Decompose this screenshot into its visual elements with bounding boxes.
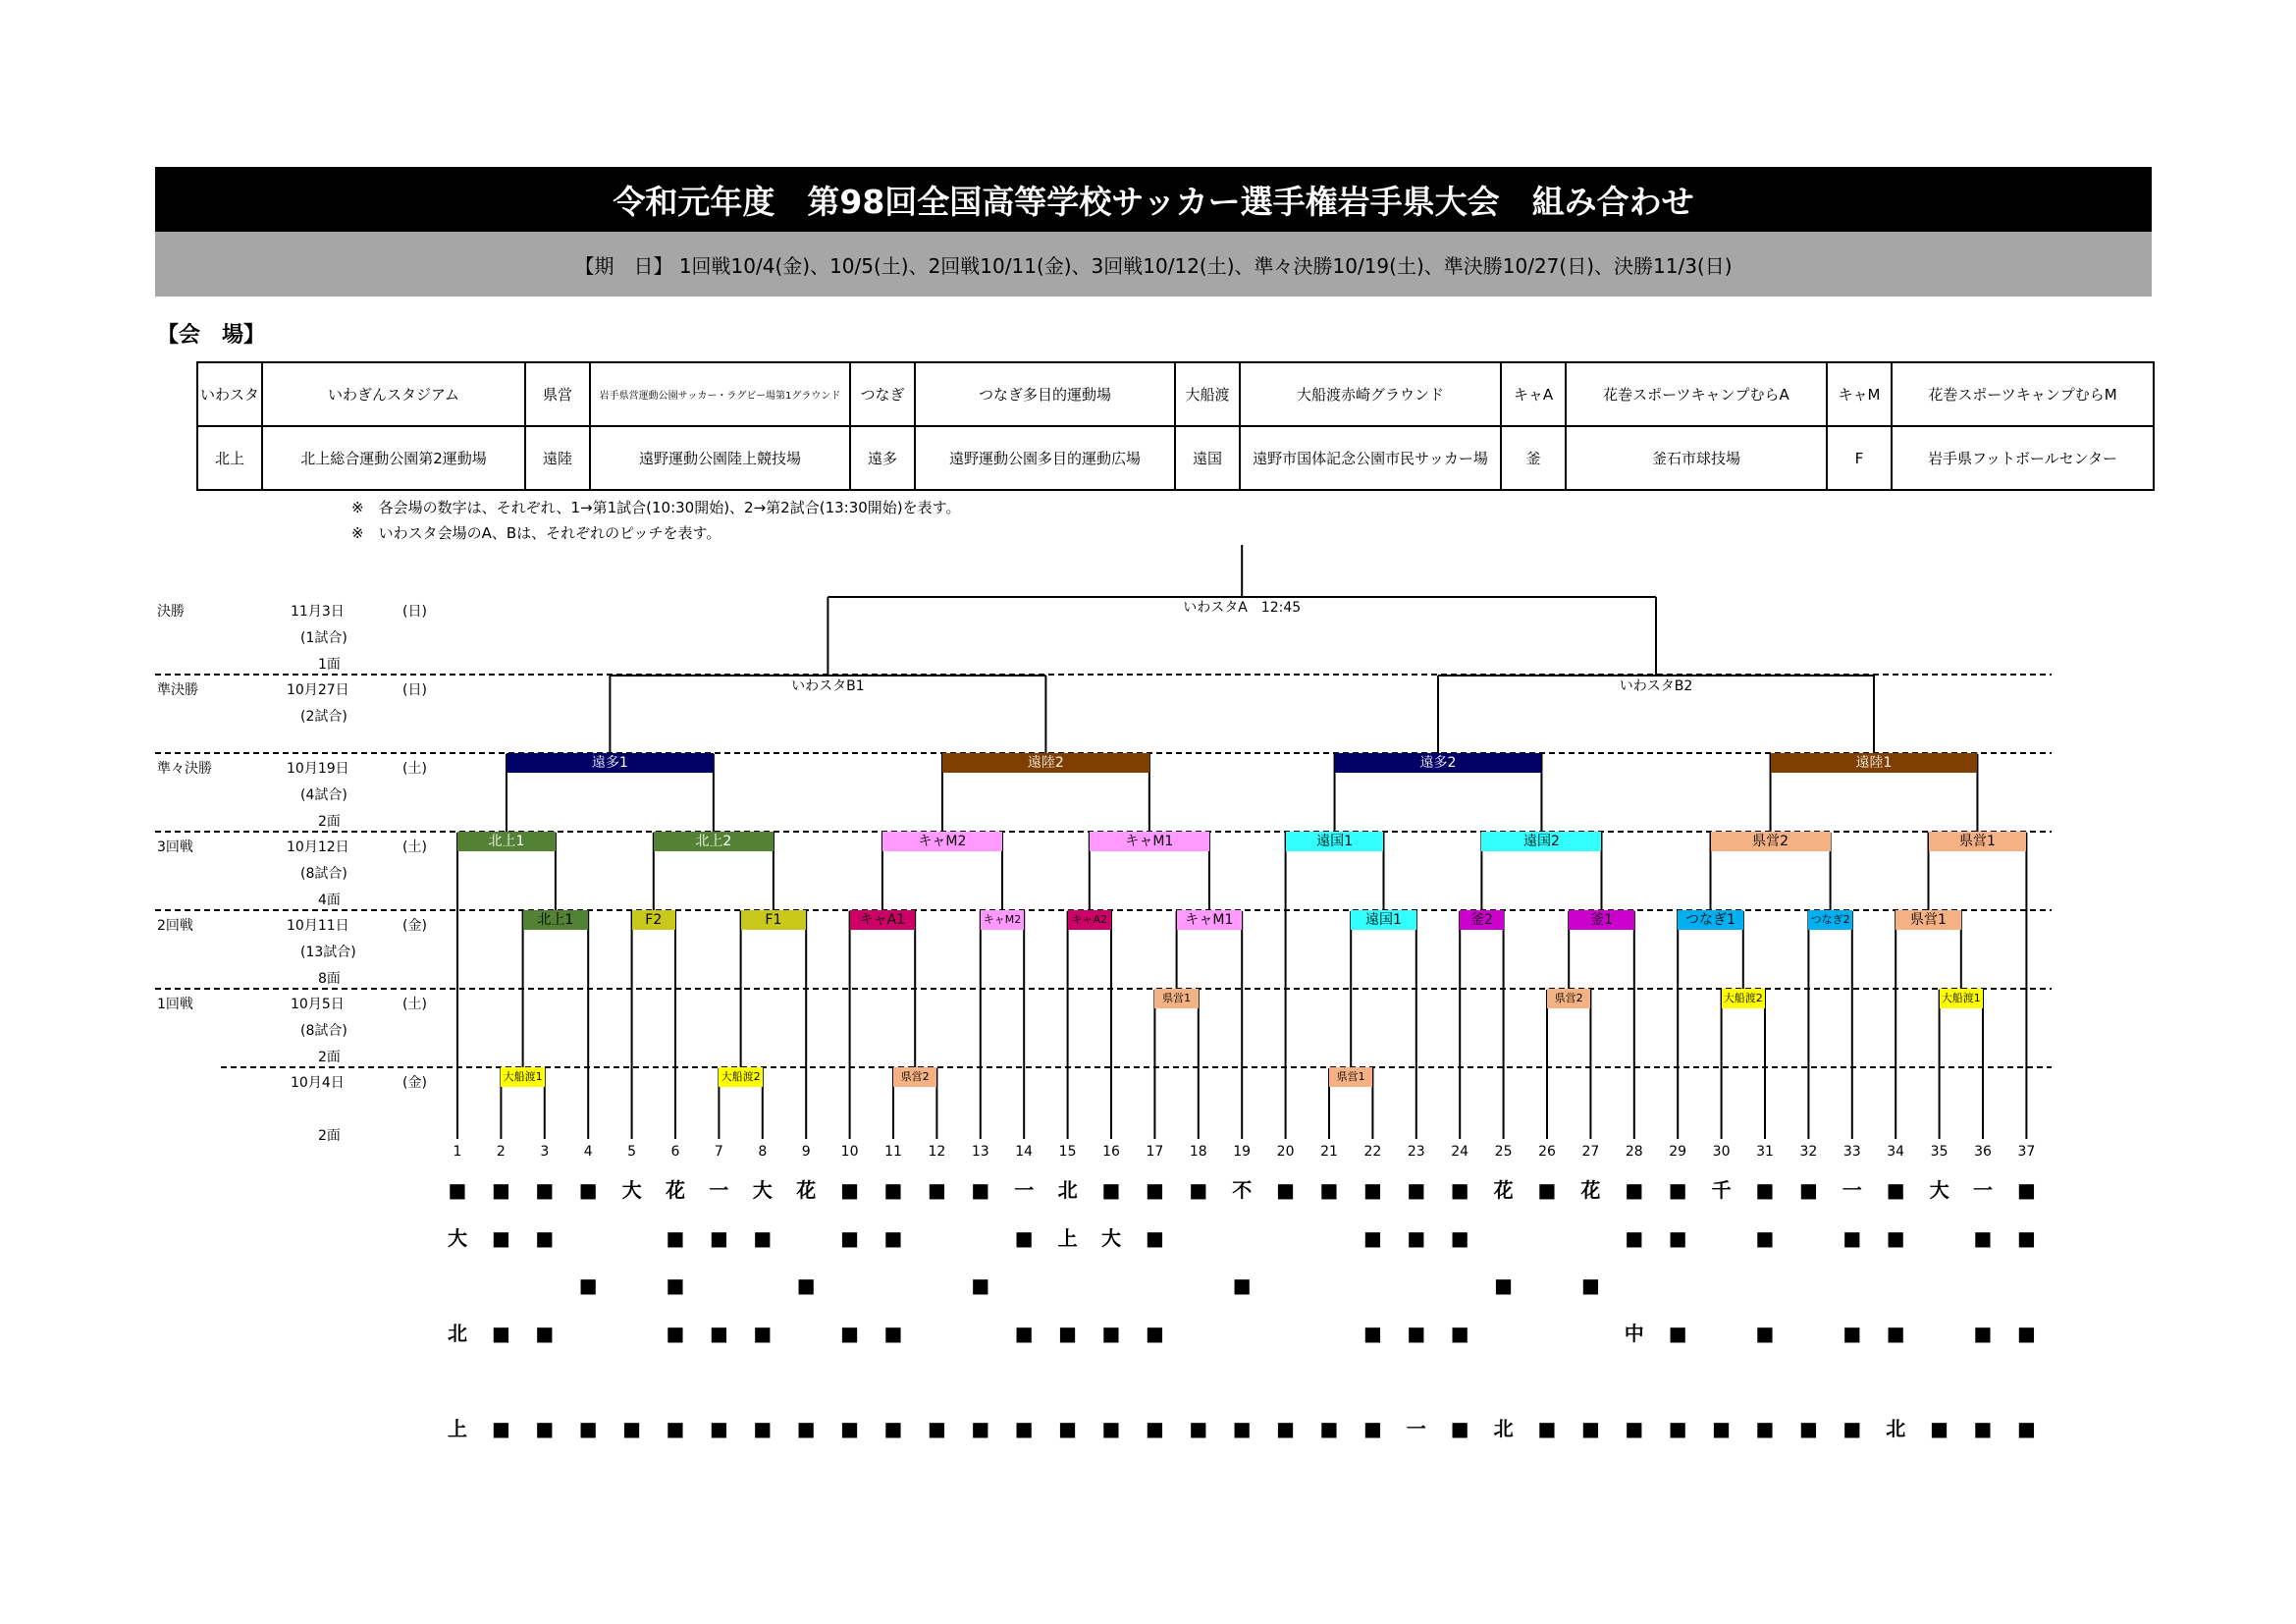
- round-games: (1試合): [300, 630, 347, 646]
- round-date: 10月11日: [287, 918, 349, 934]
- match-venue: つなぎ2: [1808, 910, 1851, 930]
- team-name: ■ ■ ■ ■: [491, 1178, 510, 1440]
- team-number: 36: [1974, 1144, 1992, 1160]
- match-venue: 県営2: [1547, 989, 1590, 1008]
- team-name: ■ ■: [927, 1178, 946, 1440]
- team-number: 35: [1930, 1144, 1949, 1160]
- venue-abbr: 北上: [197, 426, 262, 490]
- team-number: 15: [1058, 1144, 1077, 1160]
- round-date: 11月3日: [291, 604, 345, 620]
- venue-note: ※ 各会場の数字は、それぞれ、1→第1試合(10:30開始)、2→第2試合(13:30開始)を表す。: [351, 499, 961, 516]
- team-name: ■ ■: [1798, 1178, 1818, 1440]
- match-venue: 遠多2: [1335, 753, 1542, 773]
- page-title: 令和元年度 第98回全国高等学校サッカー選手権岩手県大会 組み合わせ: [155, 167, 2152, 232]
- team-name: ■ ■: [1189, 1178, 1208, 1440]
- team-number: 29: [1669, 1144, 1687, 1160]
- venue-name: つなぎ多目的運動場: [915, 362, 1175, 426]
- team-name: ■ ■: [1537, 1178, 1557, 1440]
- venue-name: 遠野市国体記念公園市民サッカー場: [1240, 426, 1501, 490]
- team-name: ■ ■: [1276, 1178, 1296, 1440]
- team-number: 12: [928, 1144, 946, 1160]
- team-number: 27: [1581, 1144, 1600, 1160]
- venue-abbr: キャA: [1501, 362, 1566, 426]
- round-date: 10月19日: [287, 761, 349, 777]
- team-name: ■ ■ ■: [578, 1178, 598, 1440]
- team-name: 大 ■: [1929, 1178, 1949, 1440]
- team-number: 9: [801, 1144, 811, 1160]
- round-dow: (土): [402, 997, 427, 1012]
- match-venue: 県営1: [1154, 989, 1198, 1008]
- venue-abbr: つなぎ: [850, 362, 915, 426]
- team-number: 18: [1189, 1144, 1207, 1160]
- round-name: 準々決勝: [157, 761, 212, 777]
- team-name: ■ ■ ■ 北: [1886, 1178, 1906, 1440]
- team-name: ■ ■ ■: [971, 1178, 990, 1440]
- match-venue: 釜1: [1569, 910, 1634, 930]
- round-fields: 8面: [318, 971, 341, 987]
- match-venue: 県営1: [1896, 910, 1961, 930]
- round-fields: 2面: [318, 1050, 341, 1065]
- team-name: ■ ■ ■ ■: [883, 1178, 903, 1440]
- team-number: 20: [1276, 1144, 1295, 1160]
- team-name: 一 ■ ■ ■: [1973, 1178, 1993, 1440]
- match-venue: 県営2: [893, 1067, 936, 1087]
- round-date: 10月12日: [287, 839, 349, 855]
- venue-name: いわぎんスタジアム: [262, 362, 525, 426]
- match-venue: 大船渡1: [1940, 989, 1983, 1008]
- match-venue: 北上2: [654, 832, 774, 851]
- team-number: 10: [840, 1144, 859, 1160]
- venue-abbr: 釜: [1501, 426, 1566, 490]
- round-dow: (金): [402, 1075, 427, 1091]
- team-number: 19: [1233, 1144, 1252, 1160]
- venue-abbr: 遠陸: [525, 426, 590, 490]
- team-name: 一 ■ ■ ■: [1014, 1178, 1035, 1440]
- venue-heading: 【会 場】: [157, 323, 266, 348]
- match-venue: 遠多1: [507, 753, 714, 773]
- match-venue: いわスタB2: [1619, 678, 1693, 694]
- team-name: 一 ■ ■ ■: [709, 1178, 729, 1440]
- team-number: 6: [670, 1144, 680, 1160]
- round-games: (4試合): [300, 787, 347, 803]
- match-venue: 遠陸1: [1771, 753, 1978, 773]
- match-venue: キャM1: [1177, 910, 1243, 930]
- team-name: ■ ■ ■ ■: [1755, 1178, 1775, 1440]
- match-venue: キャM2: [882, 832, 1002, 851]
- team-name: ■ ■ ■ ■: [2016, 1178, 2036, 1440]
- round-date: 10月27日: [287, 682, 349, 698]
- round-games: (8試合): [300, 1023, 347, 1039]
- round-dow: (日): [402, 682, 427, 698]
- match-venue: つなぎ1: [1678, 910, 1743, 930]
- team-number: 24: [1451, 1144, 1469, 1160]
- match-venue: 大船渡2: [1722, 989, 1765, 1008]
- match-venue: 遠陸2: [942, 753, 1149, 773]
- match-venue: キャM2: [981, 910, 1024, 930]
- venue-note: ※ いわスタ会場のA、Bは、それぞれのピッチを表す。: [351, 524, 721, 542]
- team-number: 33: [1842, 1144, 1861, 1160]
- venue-abbr: キャM: [1827, 362, 1892, 426]
- round-fields: 2面: [318, 814, 341, 830]
- team-number: 31: [1756, 1144, 1774, 1160]
- round-name: 2回戦: [157, 918, 193, 934]
- team-name: ■ ■ ■ ■: [1450, 1178, 1469, 1440]
- round-dow: (土): [402, 839, 427, 855]
- schedule-dates: 【期 日】 1回戦10/4(金)、10/5(土)、2回戦10/11(金)、3回戦10/12(土)、準々決勝10/19(土)、準決勝10/27(日)、決勝11/3(日): [155, 232, 2152, 297]
- venue-name: 釜石市球技場: [1566, 426, 1827, 490]
- team-number: 30: [1712, 1144, 1731, 1160]
- team-name: 大 ■ ■ ■: [752, 1178, 773, 1440]
- round-dow: (土): [402, 761, 427, 777]
- match-venue: キャM1: [1090, 832, 1209, 851]
- venue-name: 岩手県営運動公園サッカー・ラグビー場第1グラウンド: [590, 362, 850, 426]
- team-name: ■ ■ ■ ■: [535, 1178, 555, 1440]
- team-number: 37: [2017, 1144, 2036, 1160]
- team-name: 北 上 ■ ■: [1057, 1178, 1078, 1440]
- round-dow: (金): [402, 918, 427, 934]
- match-venue: 県営2: [1711, 832, 1831, 851]
- team-name: ■ 大 北 上: [448, 1178, 467, 1440]
- round-dow: (日): [402, 604, 427, 620]
- team-number: 25: [1494, 1144, 1513, 1160]
- match-venue: いわスタA 12:45: [1183, 600, 1302, 616]
- round-name: 3回戦: [157, 839, 193, 855]
- team-name: 一 ■ ■ ■: [1842, 1178, 1862, 1440]
- venue-name: 北上総合運動公園第2運動場: [262, 426, 525, 490]
- round-name: 1回戦: [157, 997, 193, 1012]
- team-number: 17: [1146, 1144, 1164, 1160]
- match-venue: 釜2: [1460, 910, 1503, 930]
- round-games: (8試合): [300, 866, 347, 882]
- team-name: 花 ■ ■: [1580, 1178, 1601, 1440]
- match-venue: F1: [741, 910, 807, 930]
- team-number: 5: [627, 1144, 637, 1160]
- team-number: 34: [1887, 1144, 1905, 1160]
- team-number: 4: [583, 1144, 593, 1160]
- round-fields: 2面: [318, 1128, 341, 1144]
- team-name: ■ ■ ■ ■: [1668, 1178, 1687, 1440]
- round-games: (13試合): [300, 945, 356, 960]
- venue-abbr: F: [1827, 426, 1892, 490]
- match-venue: 大船渡1: [501, 1067, 544, 1087]
- match-venue: キャA2: [1068, 910, 1111, 930]
- team-number: 2: [496, 1144, 506, 1160]
- venue-abbr: 県営: [525, 362, 590, 426]
- team-number: 32: [1799, 1144, 1818, 1160]
- match-venue: F2: [632, 910, 675, 930]
- team-name: 不 ■ ■: [1232, 1178, 1253, 1440]
- venue-abbr: いわスタ: [197, 362, 262, 426]
- venue-name: 花巻スポーツキャンプむらM: [1892, 362, 2154, 426]
- team-name: ■ ■ ■ ■: [1145, 1178, 1164, 1440]
- team-number: 22: [1363, 1144, 1382, 1160]
- team-name: 花 ■ ■: [796, 1178, 817, 1440]
- match-venue: 遠国1: [1351, 910, 1416, 930]
- venue-name: 遠野運動公園陸上競技場: [590, 426, 850, 490]
- team-name: ■ ■ ■ ■: [840, 1178, 860, 1440]
- venue-abbr: 遠国: [1175, 426, 1240, 490]
- round-name: 準決勝: [157, 682, 198, 698]
- team-number: 8: [758, 1144, 768, 1160]
- round-name: 決勝: [157, 604, 185, 620]
- team-name: ■ ■ ■ 一: [1406, 1178, 1426, 1440]
- match-venue: 遠国1: [1286, 832, 1384, 851]
- round-games: (2試合): [300, 709, 347, 725]
- team-name: 花 ■ ■ ■ ■: [666, 1178, 685, 1440]
- team-number: 1: [453, 1144, 462, 1160]
- team-name: 千 ■: [1711, 1178, 1732, 1440]
- team-name: ■ 大 ■ ■: [1101, 1178, 1121, 1440]
- round-fields: 4面: [318, 893, 341, 908]
- team-name: 花 ■ 北: [1493, 1178, 1514, 1440]
- venue-name: 花巻スポーツキャンプむらA: [1566, 362, 1827, 426]
- team-number: 26: [1538, 1144, 1556, 1160]
- team-name: ■ ■ 中 ■: [1624, 1178, 1644, 1440]
- round-date: 10月5日: [291, 997, 345, 1012]
- team-number: 16: [1102, 1144, 1120, 1160]
- venue-name: 遠野運動公園多目的運動広場: [915, 426, 1175, 490]
- venue-name: 大船渡赤崎グラウンド: [1240, 362, 1501, 426]
- team-name: ■ ■ ■ ■: [1362, 1178, 1382, 1440]
- match-venue: キャA1: [850, 910, 916, 930]
- team-number: 21: [1320, 1144, 1338, 1160]
- match-venue: 県営1: [1329, 1067, 1372, 1087]
- team-number: 23: [1407, 1144, 1425, 1160]
- match-venue: 遠国2: [1481, 832, 1601, 851]
- team-name: ■ ■: [1319, 1178, 1339, 1440]
- team-name: 大 ■: [621, 1178, 642, 1440]
- team-number: 13: [971, 1144, 989, 1160]
- match-venue: 大船渡2: [719, 1067, 762, 1087]
- team-number: 3: [540, 1144, 550, 1160]
- match-venue: 北上1: [457, 832, 556, 851]
- team-number: 11: [884, 1144, 902, 1160]
- team-number: 7: [714, 1144, 723, 1160]
- venue-abbr: 遠多: [850, 426, 915, 490]
- venue-abbr: 大船渡: [1175, 362, 1240, 426]
- team-number: 14: [1015, 1144, 1034, 1160]
- team-number: 28: [1625, 1144, 1643, 1160]
- round-date: 10月4日: [291, 1075, 345, 1091]
- venue-name: 岩手県フットボールセンター: [1892, 426, 2154, 490]
- match-venue: 県営1: [1929, 832, 2027, 851]
- match-venue: 北上1: [523, 910, 589, 930]
- match-venue: いわスタB1: [791, 678, 865, 694]
- round-fields: 1面: [318, 657, 341, 673]
